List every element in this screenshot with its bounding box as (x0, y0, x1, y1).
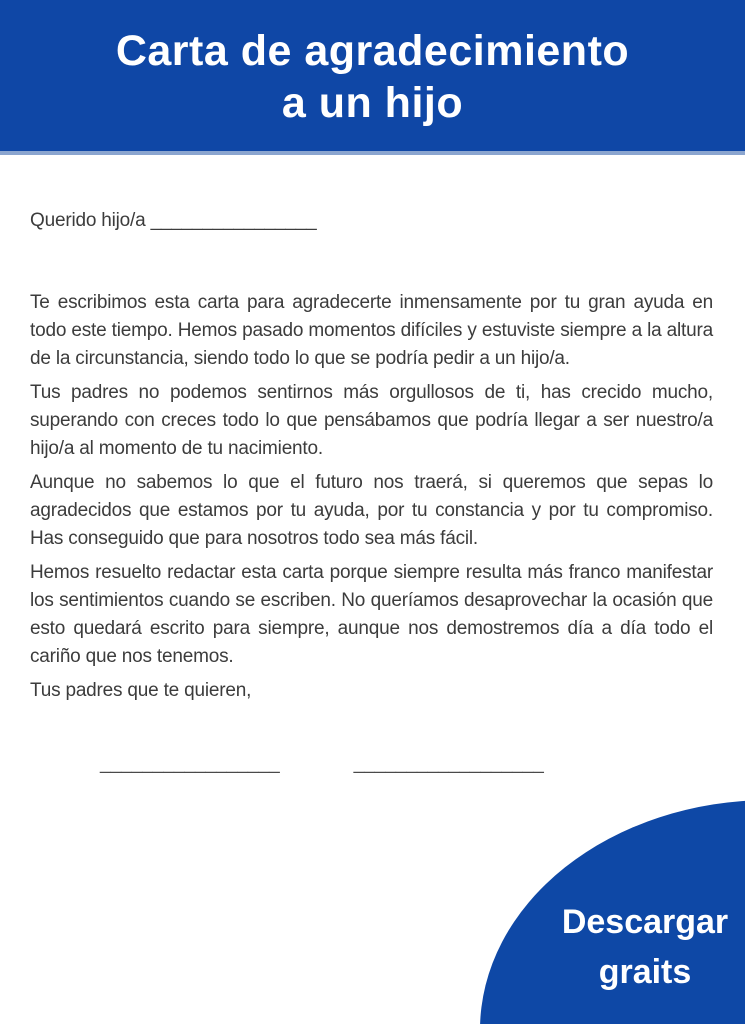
page-title (116, 23, 629, 129)
signature-line-left: _________________ (100, 753, 280, 774)
signature-row (30, 750, 713, 778)
salutation-line: Querido hijo/a ________________ (30, 210, 317, 231)
page-title-line1: Carta de agradecimiento (115, 26, 630, 75)
letter-paragraph-4: Hemos resuelto redactar esta carta porque siempre resulta más franco manifestar los sentimientos cuando se escriben. No queríamos desaprovechar la ocasión que esto quedará escrito para siempre, aunque nos demostremos día a día todo el cariño que nos tenemos. (30, 562, 713, 667)
header-banner (0, 0, 745, 155)
closing-line: Tus padres que te quieren, (30, 680, 252, 701)
signature-line-right: __________________ (353, 753, 544, 774)
letter-paragraph-1: Te escribimos esta carta para agradecerte inmensamente por tu gran ayuda en todo este tiempo. Hemos pasado momentos difíciles y estuviste siempre a la altura de la circunstancia, siendo todo lo que se podría pedir a un hijo/a. (30, 292, 713, 369)
letter-paragraph-2: Tus padres no podemos sentirnos más orgullosos de ti, has crecido mucho, superando con creces todo lo que pensábamos que podría llegar a ser nuestro/a hijo/a al momento de tu nacimiento. (30, 382, 713, 459)
download-label-line1: Descargar (561, 903, 729, 941)
letter-body (0, 207, 745, 778)
download-label-line2: graits (598, 953, 692, 991)
letter-paragraph-3: Aunque no sabemos lo que el futuro nos traerá, si queremos que sepas lo agradecidos que estamos por tu ayuda, por tu constancia y por tu compromiso. Has conseguido que para nosotros todo sea más fácil. (30, 472, 713, 549)
download-button[interactable] (540, 897, 745, 997)
page-title-line2: a un hijo (281, 78, 464, 127)
